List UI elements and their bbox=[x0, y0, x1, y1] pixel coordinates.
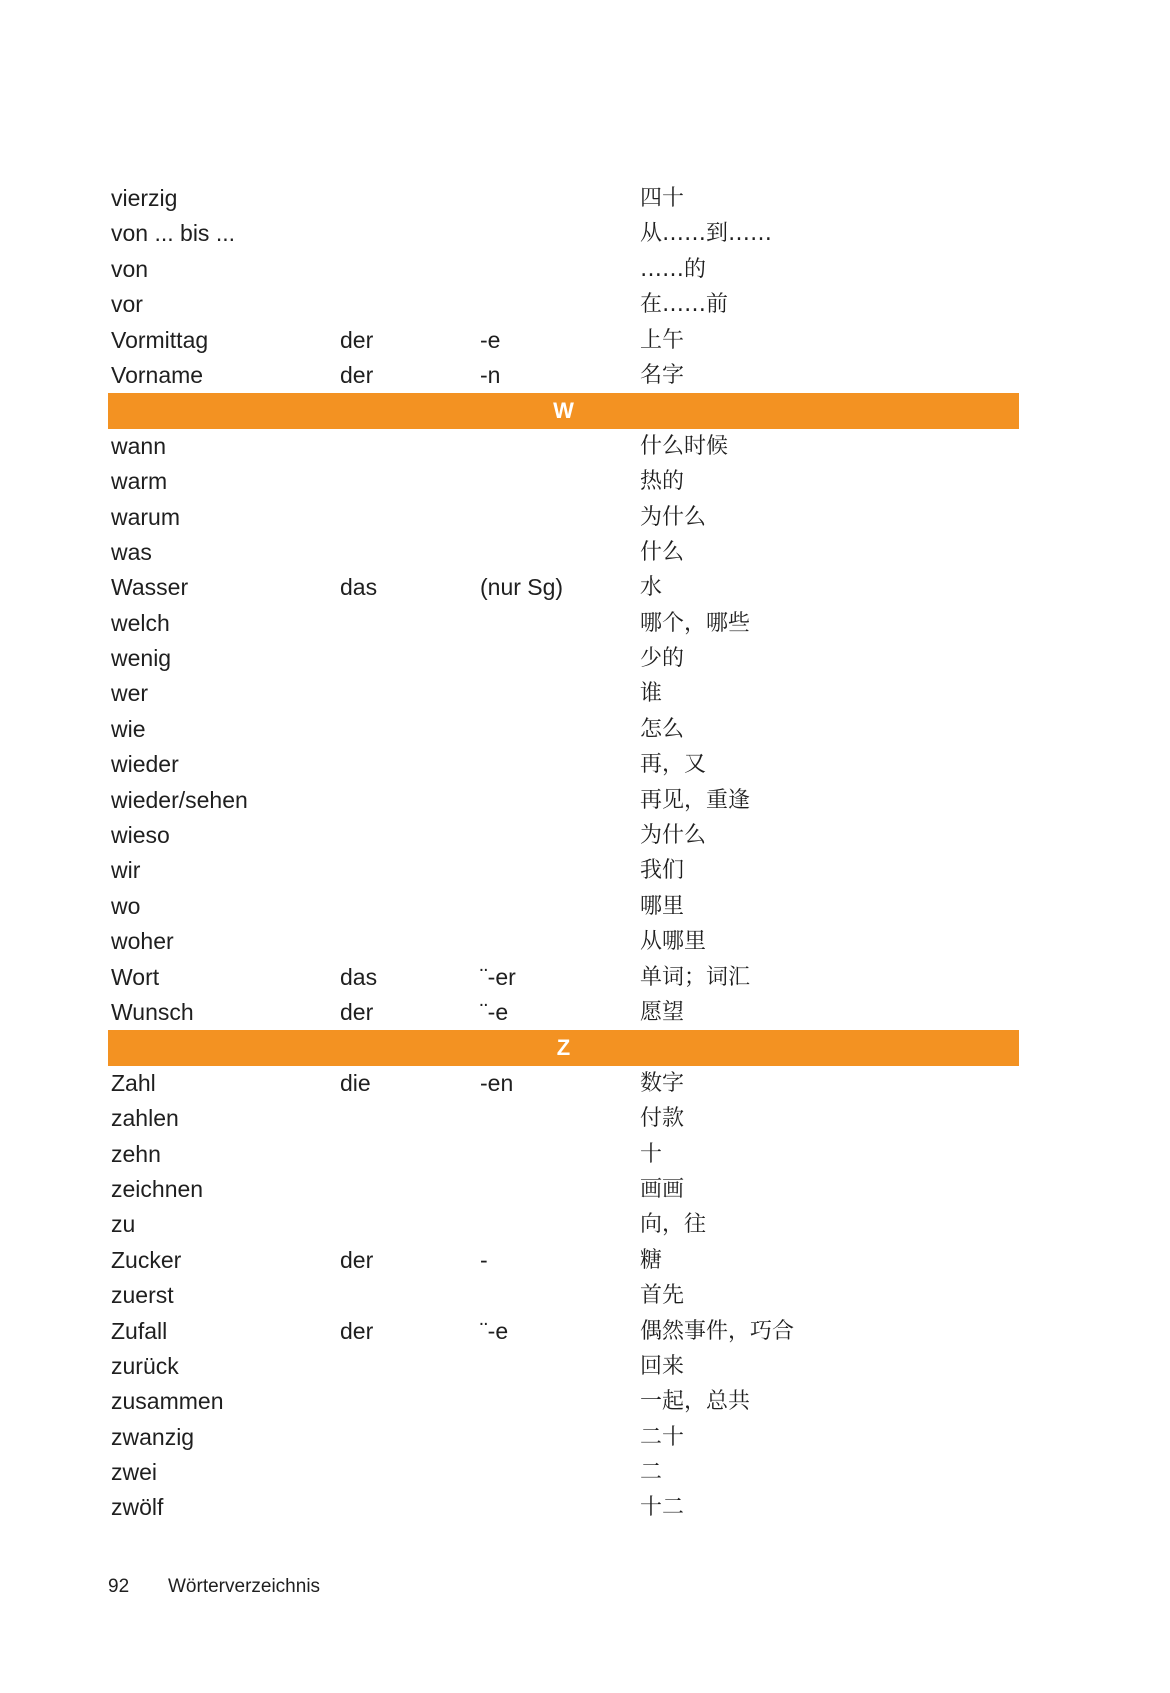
entry-word: wieso bbox=[111, 822, 170, 849]
entry-row bbox=[108, 570, 1019, 605]
entry-plural: - bbox=[480, 1246, 488, 1273]
entry-translation: 回来 bbox=[640, 1353, 685, 1379]
entry-row bbox=[108, 853, 1019, 888]
entry-translation: 谁 bbox=[640, 681, 663, 707]
entry-translation: 首先 bbox=[640, 1283, 685, 1309]
entry-translation: 为什么 bbox=[640, 823, 707, 849]
entry-word: wie bbox=[111, 715, 146, 742]
entry-word: zurück bbox=[111, 1352, 179, 1379]
entry-row bbox=[108, 1207, 1019, 1242]
entry-translation: 十 bbox=[640, 1141, 663, 1167]
entry-article: der bbox=[340, 998, 374, 1025]
entry-word: vor bbox=[111, 291, 143, 318]
entry-article: das bbox=[340, 963, 378, 990]
entry-word: Wunsch bbox=[111, 998, 194, 1025]
entry-plural: ¨-er bbox=[480, 963, 516, 990]
entry-translation: 水 bbox=[640, 575, 663, 601]
letter-header-w: W bbox=[108, 393, 1019, 428]
entry-word: vierzig bbox=[111, 185, 178, 211]
entry-translation: 四十 bbox=[640, 186, 685, 211]
entry-row bbox=[108, 712, 1019, 747]
entry-word: zahlen bbox=[111, 1105, 179, 1132]
entry-translation: 付款 bbox=[640, 1106, 685, 1132]
entry-row bbox=[108, 252, 1019, 287]
entry-translation: 再，又 bbox=[640, 752, 707, 778]
entry-plural: -n bbox=[480, 361, 501, 388]
entry-row bbox=[108, 535, 1019, 570]
entry-row bbox=[108, 889, 1019, 924]
entry-word: zusammen bbox=[111, 1388, 224, 1415]
entry-translation: 向，往 bbox=[640, 1212, 707, 1238]
page-number: 92 bbox=[108, 1576, 130, 1597]
entry-word: Zufall bbox=[111, 1317, 168, 1344]
entry-article: der bbox=[340, 1246, 374, 1273]
entry-translation: 哪个，哪些 bbox=[640, 610, 751, 636]
entry-row bbox=[108, 1384, 1019, 1419]
entry-row bbox=[108, 995, 1019, 1030]
entry-plural: (nur Sg) bbox=[480, 574, 564, 601]
entry-translation: 什么 bbox=[640, 539, 685, 565]
entry-plural: -e bbox=[480, 326, 501, 353]
entry-translation: 二十 bbox=[640, 1424, 685, 1450]
entry-article: der bbox=[340, 361, 374, 388]
entry-row bbox=[108, 500, 1019, 535]
entry-translation: 名字 bbox=[640, 362, 685, 388]
entry-word: woher bbox=[111, 928, 174, 955]
entry-row bbox=[108, 1455, 1019, 1490]
entry-row bbox=[108, 181, 1019, 216]
entry-word: zwanzig bbox=[111, 1423, 195, 1450]
entry-word: zuerst bbox=[111, 1282, 174, 1309]
entry-word: zu bbox=[111, 1211, 136, 1238]
entry-translation: ……的 bbox=[640, 256, 707, 282]
entry-word: Vorname bbox=[111, 361, 204, 388]
entry-word: wer bbox=[111, 680, 149, 707]
entry-word: zeichnen bbox=[111, 1175, 204, 1202]
entry-row bbox=[108, 676, 1019, 711]
entry-row bbox=[108, 323, 1019, 358]
entry-translation: 在……前 bbox=[640, 292, 729, 318]
entry-row bbox=[108, 358, 1019, 393]
entry-translation: 哪里 bbox=[640, 893, 685, 919]
entry-row bbox=[108, 1314, 1019, 1349]
entry-word: Wasser bbox=[111, 574, 189, 601]
entry-word: Wort bbox=[111, 963, 160, 990]
entry-plural: -en bbox=[480, 1069, 514, 1096]
entry-row bbox=[108, 1101, 1019, 1136]
entry-article: das bbox=[340, 574, 378, 601]
entry-translation: 上午 bbox=[640, 327, 685, 353]
entry-translation: 偶然事件，巧合 bbox=[640, 1318, 795, 1344]
entry-translation: 一起，总共 bbox=[640, 1389, 751, 1415]
entry-plural: ¨-e bbox=[480, 998, 509, 1025]
entry-translation: 怎么 bbox=[640, 716, 685, 742]
entry-word: Zucker bbox=[111, 1246, 182, 1273]
entry-row bbox=[108, 464, 1019, 499]
entry-translation: 愿望 bbox=[640, 999, 685, 1025]
entry-row bbox=[108, 287, 1019, 322]
entry-translation: 为什么 bbox=[640, 504, 707, 530]
entry-row bbox=[108, 1066, 1019, 1101]
entry-translation: 从……到…… bbox=[640, 221, 773, 247]
entry-translation: 糖 bbox=[640, 1247, 663, 1273]
entry-row bbox=[108, 960, 1019, 995]
entry-word: warm bbox=[111, 468, 168, 495]
word-list bbox=[108, 181, 1019, 1526]
entry-row bbox=[108, 924, 1019, 959]
entry-translation: 什么时候 bbox=[640, 433, 729, 459]
entry-article: der bbox=[340, 1317, 374, 1344]
entry-article: der bbox=[340, 326, 374, 353]
entry-article: die bbox=[340, 1069, 371, 1096]
entry-word: wann bbox=[111, 432, 166, 459]
entry-row bbox=[108, 1172, 1019, 1207]
entry-word: wir bbox=[111, 857, 141, 884]
entry-word: von ... bis ... bbox=[111, 220, 235, 247]
entry-translation: 热的 bbox=[640, 469, 685, 495]
entry-word: wo bbox=[111, 892, 141, 919]
entry-row bbox=[108, 783, 1019, 818]
entry-word: zwölf bbox=[111, 1494, 164, 1521]
entry-translation: 单词；词汇 bbox=[640, 964, 751, 990]
entry-translation: 我们 bbox=[640, 858, 685, 884]
entry-word: von bbox=[111, 255, 149, 282]
entry-translation: 十二 bbox=[640, 1495, 685, 1521]
entry-word: Zahl bbox=[111, 1069, 156, 1096]
entry-word: warum bbox=[111, 503, 181, 530]
entry-row bbox=[108, 606, 1019, 641]
entry-word: was bbox=[111, 538, 152, 565]
footer-title: Wörterverzeichnis bbox=[168, 1576, 321, 1597]
entry-row bbox=[108, 1137, 1019, 1172]
entry-row bbox=[108, 1420, 1019, 1455]
entry-translation: 二 bbox=[640, 1460, 663, 1486]
entry-translation: 从哪里 bbox=[640, 929, 707, 955]
entry-plural: ¨-e bbox=[480, 1317, 509, 1344]
entry-word: zehn bbox=[111, 1140, 161, 1167]
entry-translation: 数字 bbox=[640, 1070, 685, 1096]
entry-word: Vormittag bbox=[111, 326, 209, 353]
entry-word: wenig bbox=[111, 645, 172, 672]
entry-row bbox=[108, 1243, 1019, 1278]
entry-row bbox=[108, 1490, 1019, 1525]
entry-translation: 再见，重逢 bbox=[640, 787, 751, 813]
entry-row bbox=[108, 818, 1019, 853]
entry-translation: 画画 bbox=[640, 1176, 685, 1202]
entry-translation: 少的 bbox=[640, 646, 685, 672]
entry-row bbox=[108, 747, 1019, 782]
entry-row bbox=[108, 1349, 1019, 1384]
entry-row bbox=[108, 641, 1019, 676]
entry-word: wieder bbox=[111, 751, 179, 778]
entry-row bbox=[108, 1278, 1019, 1313]
entry-word: wieder/sehen bbox=[111, 786, 248, 813]
entry-row bbox=[108, 216, 1019, 251]
entry-row bbox=[108, 429, 1019, 464]
entry-word: zwei bbox=[111, 1459, 158, 1486]
letter-header-z: Z bbox=[108, 1030, 1019, 1065]
entry-word: welch bbox=[111, 609, 170, 636]
